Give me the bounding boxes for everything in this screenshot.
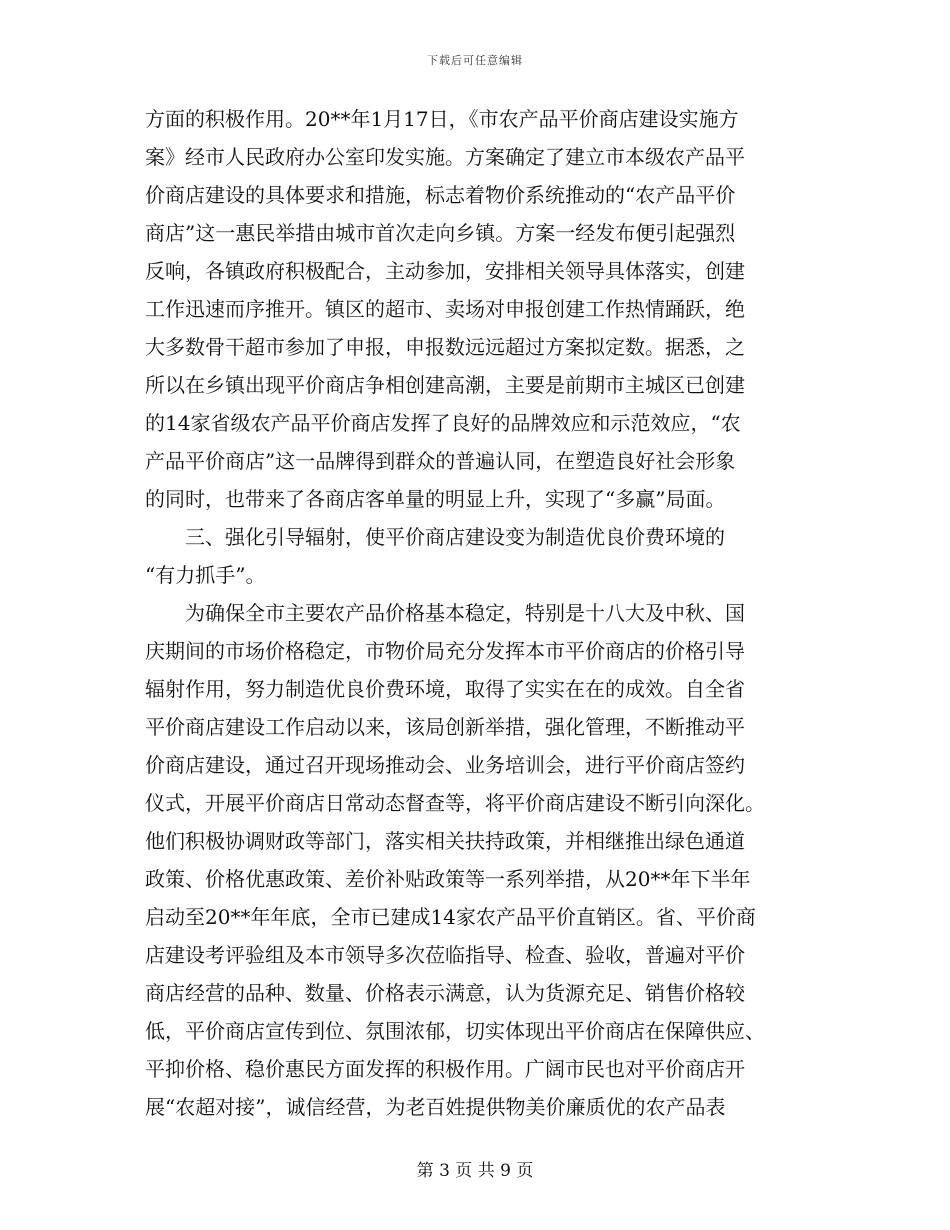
body-line: 方面的积极作用。20**年1月17日，《市农产品平价商店建设实施方 [145,107,739,131]
document-body [145,100,809,1126]
body-line: 案》经市人民政府办公室印发实施。方案确定了建立市本级农产品平 [145,145,745,169]
body-line: 展“农超对接”，诚信经营，为老百姓提供物美价廉质优的农产品表 [145,1095,726,1119]
body-line: 店建设考评验组及本市领导多次莅临指导、检查、验收，普遍对平价 [145,943,745,967]
body-line: 价商店建设的具体要求和措施，标志着物价系统推动的“农产品平价 [145,183,736,207]
body-line: 启动至20**年年底，全市已建成14家农产品平价直销区。省、平价商 [145,905,756,929]
page-number: 第 3 页 共 9 页 [416,1161,534,1181]
body-line: 所以在乡镇出现平价商店争相创建高潮，主要是前期市主城区已创建 [145,373,745,397]
body-line: 产品平价商店”这一品牌得到群众的普遍认同，在塑造良好社会形象 [145,449,736,473]
body-line: 庆期间的市场价格稳定，市物价局充分发挥本市平价商店的价格引导 [145,639,745,663]
body-line: 商店经营的品种、数量、价格表示满意，认为货源充足、销售价格较 [145,981,745,1005]
body-line: 商店”这一惠民举措由城市首次走向乡镇。方案一经发布便引起强烈 [145,221,736,245]
body-line: 低，平价商店宣传到位、氛围浓郁，切实体现出平价商店在保障供应、 [145,1019,765,1043]
section-heading-line: “有力抓手”。 [145,563,266,587]
body-line: 的同时，也带来了各商店客单量的明显上升，实现了“多赢”局面。 [145,487,726,511]
body-line: 工作迅速而序推开。镇区的超市、卖场对申报创建工作热情踊跃，绝 [145,297,745,321]
body-line: 他们积极协调财政等部门，落实相关扶持政策，并相继推出绿色通道 [145,829,745,853]
body-line: 平抑价格、稳价惠民方面发挥的积极作用。广阔市民也对平价商店开 [145,1057,745,1081]
body-line: 大多数骨干超市参加了申报，申报数远远超过方案拟定数。据悉，之 [145,335,745,359]
body-line: 平价商店建设工作启动以来，该局创新举措，强化管理，不断推动平 [145,715,745,739]
body-line: 政策、价格优惠政策、差价补贴政策等一系列举措，从20**年下半年 [145,867,751,891]
body-line: 价商店建设，通过召开现场推动会、业务培训会，进行平价商店签约 [145,753,745,777]
body-line: 反响，各镇政府积极配合，主动参加，安排相关领导具体落实，创建 [145,259,745,283]
body-line: 仪式，开展平价商店日常动态督查等，将平价商店建设不断引向深化。 [145,791,765,815]
section-heading-line: 三、强化引导辐射，使平价商店建设变为制造优良价费环境的 [145,525,725,549]
body-line: 为确保全市主要农产品价格基本稳定，特别是十八大及中秋、国 [145,601,745,625]
body-line: 辐射作用，努力制造优良价费环境，取得了实实在在的成效。自全省 [145,677,745,701]
body-line: 的14家省级农产品平价商店发挥了良好的品牌效应和示范效应，“农 [145,411,741,435]
page-header-note: 下载后可任意编辑 [427,54,523,67]
